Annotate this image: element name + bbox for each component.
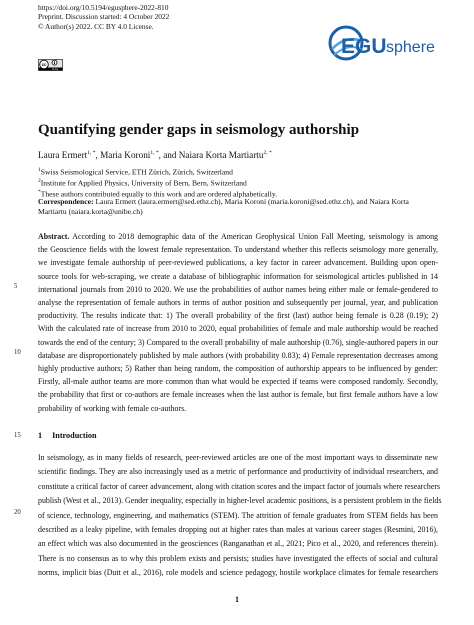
abstract-line: productivity. The results indicate that: 1) The overall probability of the first (last) author being female is 0.28 (0.19); 2): [38, 311, 438, 321]
abstract-line: Firstly, all-male author teams are more common than what would be expected if teams were composed randomly. Secondly,: [38, 377, 438, 387]
logo-suffix: sphere: [386, 39, 435, 56]
affiliation-marker: 1: [38, 167, 41, 173]
affiliation-text: Institute for Applied Physics, University of Bern, Bern, Switzerland: [40, 178, 247, 188]
line-number: 15: [14, 432, 21, 439]
abstract-line: highly productive authors; 5) Rather than being random, the composition of authorship appears to be influenced by gender:: [38, 364, 438, 374]
page-number: 1: [235, 595, 239, 604]
preprint-date: Preprint. Discussion started: 4 October 2022: [38, 12, 170, 22]
abstract-label: Abstract.: [38, 232, 70, 241]
line-number: 5: [14, 283, 18, 290]
author-name: Laura Ermert: [38, 150, 88, 161]
author-conjunction: , and: [158, 150, 177, 161]
abstract-text: According to 2018 demographic data of the American Geophysical Union Fall Meeting, seismology is among: [72, 232, 438, 241]
copyright-notice: © Author(s) 2022. CC BY 4.0 License.: [38, 21, 154, 31]
author-list: Laura Ermert$^{1, *}$, Maria Koroni$^{1, *}$, and Naiara Korta Martiartu$^{2, *}$: [38, 150, 272, 161]
correspondence-line: [38, 197, 438, 207]
intro-line: In seismology, as in many fields of research, peer-reviewed articles are one of the most important ways to disseminate new: [38, 453, 438, 462]
correspondence-label: Correspondence:: [38, 197, 94, 206]
paper-title: Quantifying gender gaps in seismology authorship: [38, 122, 360, 138]
author-name: Maria Koroni: [100, 150, 151, 161]
affiliation-marker: 2: [38, 177, 41, 184]
affiliation-item: [38, 166, 277, 177]
logo-prefix: EGU: [341, 35, 387, 58]
section-heading: [38, 431, 107, 440]
cc-badge-text: cc by: [51, 67, 59, 71]
author-affiliation-marker: 2, *: [263, 150, 272, 156]
intro-line: an effect which was also documented in the geosciences (Ranganathan et al., 2021; Pico et al., 2020, and references therein).: [38, 539, 438, 549]
correspondence: [38, 197, 438, 216]
affiliation-marker: *: [38, 188, 41, 195]
abstract-line: probability of working with female co-authors.: [38, 403, 187, 413]
doi-link[interactable]: https://doi.org/10.5194/egusphere-2022-810: [38, 3, 169, 12]
intro-line: scientific findings. They are also increasingly used as a metric of performance and productivity of individual researchers, and: [38, 467, 438, 477]
intro-line: There is no consensus as to why this problem exists and persists; studies have investigated the effects of social and cultural: [38, 553, 438, 563]
correspondence-line: Martiartu (naiara.korta@unibe.ch): [38, 206, 143, 216]
intro-line: publish (West et al., 2013). Gender inequality, especially in higher-level academic positions, is a persistent problem in the fields: [38, 496, 442, 506]
svg-text:cc: cc: [41, 62, 47, 68]
introduction-text: [38, 451, 442, 581]
abstract-line: the probability that first or co-authors are female increases when the last author is female, but first female authors have a low: [38, 390, 438, 400]
author-name: Naiara Korta Martiartu: [178, 150, 264, 161]
abstract-line: source tools for web-scraping, we create a database of bibliographic information for seismological articles published in 14: [38, 271, 438, 281]
line-number: 20: [14, 509, 21, 516]
affiliations: [38, 166, 277, 198]
abstract-line: we investigate female authorship of peer-reviewed publications, a key factor in career advancement. Building upon open-: [38, 258, 438, 268]
intro-line: constitute a critical factor of career advancement, along with citation scores and the impact factor of journals where researchers: [38, 481, 441, 491]
abstract-line: analyse the representation of female authors in terms of author position and subsequently per journal, year, and publication: [38, 298, 438, 308]
abstract-line: With the calculated rate of increase from 2010 to 2020, equal probabilities of female and male authorship would be reached: [38, 324, 438, 334]
abstract-line: international journals from 2010 to 2020. We use the probabilities of author names being either male or female-gendered to: [38, 284, 438, 294]
section-title: Introduction: [52, 431, 97, 440]
abstract-line: database are disproportionately published by male authors (with probability 0.83); 4) Female representation decreases among: [38, 350, 438, 360]
cc-by-license-icon[interactable]: [38, 59, 63, 71]
preprint-header: [38, 3, 169, 31]
correspondence-text: Laura Ermert (laura.ermert@sed.ethz.ch), Maria Koroni (maria.koroni@sed.ethz.ch), and Naiara Korta: [95, 197, 409, 206]
line-number: 10: [14, 349, 21, 356]
affiliation-item: [38, 177, 277, 188]
author-affiliation-marker: 1, *: [150, 150, 159, 156]
intro-line: norms, implicit bias (Dutt et al., 2016), role models and science pedagogy, hostile workplace climates for female researchers: [38, 568, 438, 578]
abstract-line: towards the end of the century; 3) Compared to the overall probability of male authorship (0.76), single-authored papers in our: [38, 337, 438, 347]
egusphere-logo: [328, 21, 448, 65]
abstract-line: the Geoscience fields with the lowest female representation. To understand whether this reflects seismology more generally,: [38, 245, 438, 255]
intro-line: of science, technology, engineering, and mathematics (STEM). The attrition of female graduates from STEM fields has been: [38, 510, 438, 520]
intro-line: described as a leaky pipeline, with females dropping out at higher rates than males at various career stages (Resmini, 2016),: [38, 525, 438, 535]
abstract-line: [38, 230, 438, 243]
author-affiliation-marker: 1, *: [87, 150, 96, 156]
affiliation-text: These authors contributed equally to this work and are ordered alphabetically.: [40, 189, 278, 199]
abstract: [38, 230, 438, 415]
section-number: 1: [38, 431, 43, 440]
affiliation-text: Swiss Seismological Service, ETH Zürich, Zürich, Switzerland: [40, 167, 233, 177]
